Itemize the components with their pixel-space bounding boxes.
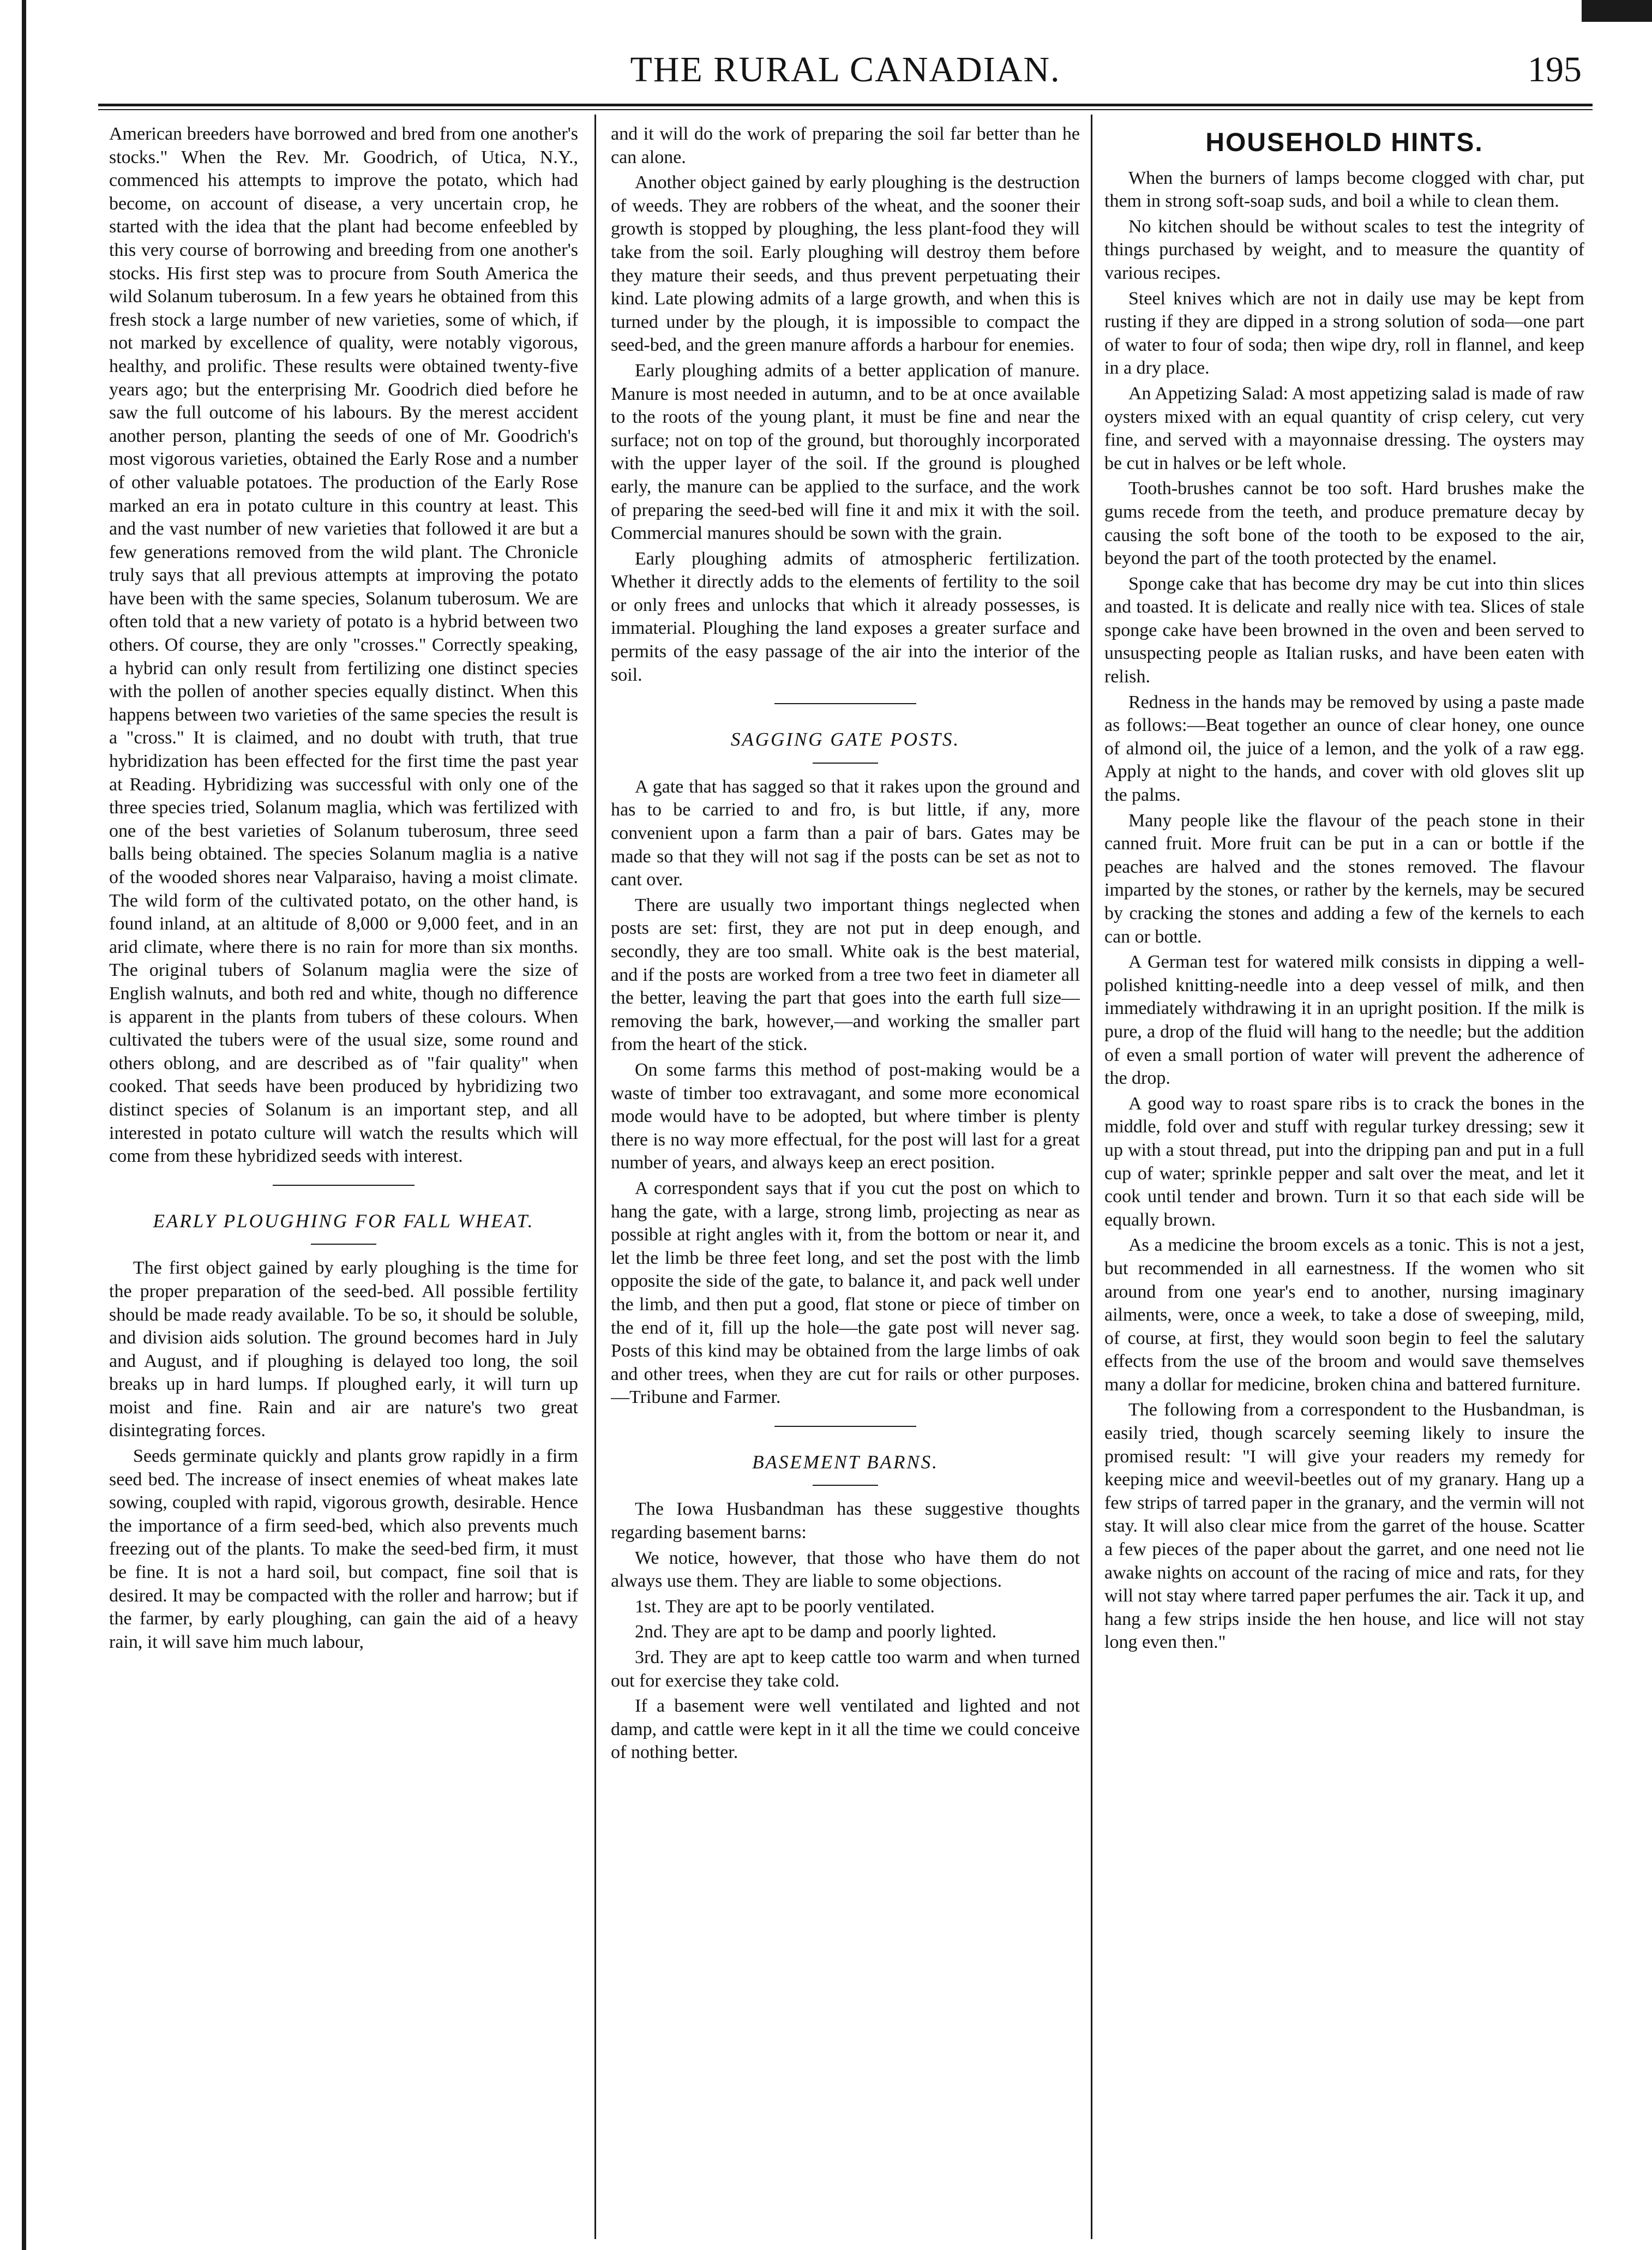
hint-paragraph: Sponge cake that has become dry may be cut into thin slices and toasted. It is delicate and really nice with tea. Slices of stale sponge cake have been browned in the oven and been served to unsuspecting people as Italian rusks, and have been eaten with relish. <box>1104 573 1584 687</box>
section-title: BASEMENT BARNS. <box>752 1451 939 1473</box>
article-paragraph: Another object gained by early ploughing is the destruction of weeds. They are robbers of the wheat, and the sooner their growth is stopped by ploughing, the less plant-food they will take from the soil. Early ploughing will destroy them before they mature their seeds, and thus prevent perpetuating their kind. Late plowing admits of a large growth, and when this is turned under by the plough, it is impossible to compact the seed-bed, and the green manure affords a harbour for enemies. <box>611 172 1080 356</box>
section-title: SAGGING GATE POSTS. <box>730 729 960 751</box>
section-separator <box>774 1426 916 1427</box>
hint-paragraph: Redness in the hands may be removed by using a paste made as follows:—Beat together an ounce of clear honey, one ounce of almond oil, the juice of a lemon, and the yolk of a raw egg. Apply at night to the hands, and cover with old gloves slit up the palms. <box>1104 692 1584 806</box>
header-rule <box>98 104 1593 106</box>
article-paragraph: There are usually two important things neglected when posts are set: first, they are not put in deep enough, and secondly, they are too small. White oak is the best material, and if the posts are worked from a tree two feet in diameter all the better, leaving the part that goes into the earth full size—removing the bark, however,—and working the smaller part from the heart of the stick. <box>611 895 1080 1055</box>
top-right-bar <box>1582 0 1652 22</box>
article-paragraph: 1st. They are apt to be poorly ventilated. <box>635 1596 935 1617</box>
hint-paragraph: No kitchen should be without scales to test the integrity of things purchased by weight, and to measure the quantity of various recipes. <box>1104 216 1584 283</box>
article-paragraph: A correspondent says that if you cut the post on which to hang the gate, with a large, strong limb, projecting as near as possible at right angles with it, from the bottom or near it, and let the limb be three feet long, and set the post with the limb opposite the side of the gate, to balance it, and pack well under the limb, and then put a good, flat stone or piece of timber on the end of it, fill up the hole—the gate post will never sag. Posts of this kind may be obtained from the large limbs of oak and other trees, when they are cut for rails or other purposes.—Tribune and Farmer. <box>611 1178 1080 1408</box>
column-3 <box>1104 123 1584 2234</box>
household-hints-heading: HOUSEHOLD HINTS. <box>1205 128 1483 157</box>
hint-paragraph: A German test for watered milk consists in dipping a well-polished knitting-needle into a deep vessel of milk, and then immediately withdrawing it in an upright position. If the milk is pure, a drop of the fluid will hang to the needle; but the addition of even a small portion of water will prevent the adherence of the drop. <box>1104 952 1584 1089</box>
left-edge-rule <box>22 0 26 2250</box>
hint-paragraph: A good way to roast spare ribs is to crack the bones in the middle, fold over and stuff with regular turkey dressing; sew it up with a stout thread, put into the dripping pan and put in a full cup of water; sprinkle pepper and salt over the meat, and let it cook until tender and brown. Turn it so that each side will be equally brown. <box>1104 1093 1584 1230</box>
article-paragraph: Early ploughing admits of a better application of manure. Manure is most needed in autumn, and to be at once available to the roots of the young plant, it must be fine and near the surface; not on top of the ground, but thoroughly incorporated with the upper layer of the soil. If the ground is ploughed early, the manure can be applied to the surface, and the work of preparing the seed-bed will fine it and mix it with the soil. Commercial manures should be sown with the grain. <box>611 360 1080 544</box>
page-number: 195 <box>1528 50 1582 89</box>
hint-paragraph: Many people like the flavour of the peach stone in their canned fruit. More fruit can be put in a can or bottle if the peaches are halved and the stones removed. The flavour imparted by the stones, or rather by the kernels, may be secured by cracking the stones and adding a few of the kernels to each can or bottle. <box>1104 810 1584 947</box>
hint-paragraph: Steel knives which are not in daily use may be kept from rusting if they are dipped in a strong solution of soda—one part of water to four of soda; then wipe dry, roll in flannel, and keep in a dry place. <box>1104 288 1584 379</box>
section-separator <box>813 1485 878 1486</box>
header-rule-thin <box>98 109 1593 110</box>
article-paragraph: and it will do the work of preparing the soil far better than he can alone. <box>611 124 1080 167</box>
article-paragraph: On some farms this method of post-making would be a waste of timber too extravagant, and some more economical mode would have to be adopted, but where timber is plenty there is no way more effectual, for the post will last for a great number of years, and always keep an erect position. <box>611 1059 1080 1173</box>
article-paragraph: American breeders have borrowed and bred from one another's stocks." When the Rev. Mr. Goodrich, of Utica, N.Y., commenced his attempts to improve the potato, which had become, on account of disease, a very uncertain crop, he started with the idea that the plant had become enfeebled by this very course of borrowing and breeding from one another's stocks. His first step was to procure from South America the wild Solanum tuberosum. In a few years he obtained from this fresh stock a large number of new varieties, some of which, if not marked by excellence of quality, were notably vigorous, healthy, and prolific. These results were obtained twenty-five years ago; but the enterprising Mr. Goodrich died before he saw the full outcome of his labours. By the merest accident another person, planting the seeds of one of Mr. Goodrich's most vigorous varieties, obtained the Early Rose and a number of other valuable potatoes. The production of the Early Rose marked an era in potato culture in this country at least. This and the vast number of new varieties that followed it are but a few generations removed from the wild plant. The Chronicle truly says that all previous attempts at improving the potato have been with the same species, Solanum tuberosum. We are often told that a new variety of potato is a hybrid between two others. Of course, they are only "crosses." Correctly speaking, a hybrid can only result from fertilizing one distinct species with the pollen of another species equally distinct. When this happens between two varieties of the same species the result is a "cross." It is claimed, and no doubt with truth, that true hybridization has been effected for the first time the past year at Reading. Hybridizing was successful with only one of the three species tried, Solanum maglia, which was fertilized with one of the best varieties of Solanum tuberosum, three seed balls being obtained. The species Solanum maglia is a native of the wooded shores near Valparaiso, having a moist climate. The wild form of the cultivated potato, on the other hand, is found inland, at an altitude of 8,000 or 9,000 feet, and in an arid climate, where there is no rain for more than six months. The original tubers of Solanum maglia were the size of English walnuts, and both red and white, though no difference is apparent in the plants from tubers of these colours. When cultivated the tubers were of the usual size, some round and others oblong, and are described as of "fair quality" when cooked. That seeds have been produced by hybridizing two distinct species of Solanum is an important step, and all interested in potato culture will watch the results which will come from these hybridized seeds with interest. <box>109 124 578 1167</box>
article-paragraph: The Iowa Husbandman has these suggestive thoughts regarding basement barns: <box>611 1499 1080 1543</box>
column-divider <box>594 115 596 2239</box>
page-title: THE RURAL CANADIAN. <box>630 50 1061 89</box>
section-separator <box>813 763 878 764</box>
article-paragraph: A gate that has sagged so that it rakes upon the ground and has to be carried to and fro, is but little, if any, more convenient upon a farm than a pair of bars. Gates may be made so that they will not sag if the posts can be set as not to cant over. <box>611 776 1080 890</box>
hint-paragraph: As a medicine the broom excels as a tonic. This is not a jest, but recommended in all earnestness. If the women who sit around from one year's end to another, nursing imaginary ailments, were, once a week, to take a dose of sweeping, mild, of course, at first, they would soon begin to feel the salutary effects from the use of the broom and would save themselves many a dollar for medicine, broken china and battered furniture. <box>1104 1235 1584 1395</box>
section-separator <box>774 703 916 704</box>
hint-paragraph: When the burners of lamps become clogged with char, put them in strong soft-soap suds, and boil a while to clean them. <box>1104 167 1584 212</box>
section-title: EARLY PLOUGHING FOR FALL WHEAT. <box>153 1210 534 1232</box>
masthead <box>98 44 1593 109</box>
article-paragraph: Early ploughing admits of atmospheric fertilization. Whether it directly adds to the elements of fertility to the soil or only frees and unlocks that which it already possesses, is immaterial. Ploughing the land exposes a greater surface and permits of the easy passage of the air into the interior of the soil. <box>611 548 1080 685</box>
hint-paragraph: An Appetizing Salad: A most appetizing salad is made of raw oysters mixed with an equal quantity of crisp celery, cut very fine, and served with a mayonnaise dressing. The oysters may be cut in halves or be left whole. <box>1104 383 1584 473</box>
section-separator <box>311 1244 376 1245</box>
column-2 <box>611 123 1080 2234</box>
column-1 <box>109 123 578 2234</box>
article-paragraph: If a basement were well ventilated and lighted and not damp, and cattle were kept in it all the time we could conceive of nothing better. <box>611 1696 1080 1763</box>
article-paragraph: 2nd. They are apt to be damp and poorly lighted. <box>635 1622 997 1642</box>
article-paragraph: 3rd. They are apt to keep cattle too warm and when turned out for exercise they take cold. <box>611 1647 1080 1691</box>
hint-paragraph: Tooth-brushes cannot be too soft. Hard brushes make the gums recede from the teeth, and produce premature decay by causing the soft bone of the tooth to be exposed to the air, beyond the part of the tooth protected by the enamel. <box>1104 478 1584 569</box>
article-paragraph: We notice, however, that those who have them do not always use them. They are liable to some objections. <box>611 1547 1080 1592</box>
article-paragraph: The first object gained by early ploughing is the time for the proper preparation of the seed-bed. All possible fertility should be made ready available. To be so, it should be soluble, and division aids solution. The ground becomes hard in July and August, and if ploughing is delayed too long, the soil breaks up in hard lumps. If ploughed early, it will turn up moist and fine. Rain and air are nature's two great disintegrating forces. <box>109 1258 578 1441</box>
article-paragraph: Seeds germinate quickly and plants grow rapidly in a firm seed bed. The increase of insect enemies of wheat makes late sowing, coupled with rapid, vigorous growth, desirable. Hence the importance of a firm seed-bed, which also prevents much freezing out of the plants. To make the seed-bed firm, it must be fine. It is not a hard soil, but compact, fine soil that is desired. It may be compacted with the roller and harrow; but if the farmer, by early ploughing, can gain the aid of a heavy rain, it will save him much labour, <box>109 1446 578 1652</box>
section-separator <box>273 1185 414 1186</box>
hint-paragraph: The following from a correspondent to the Husbandman, is easily tried, though scarcely seeming likely to insure the promised result: "I will give your readers my remedy for keeping mice and weevil-beetles out of my granary. Hang up a few strips of tarred paper in the granary, and the vermin will not stay. It will also clear mice from the garret of the house. Scatter a few pieces of the paper about the garret, and one need not lie awake nights on account of the racing of mice and rats, for they will not stay where tarred paper perfumes the air. Tack it up, and hang a few strips inside the hen house, and lice will not stay long even then." <box>1104 1400 1584 1653</box>
column-divider <box>1091 115 1092 2239</box>
